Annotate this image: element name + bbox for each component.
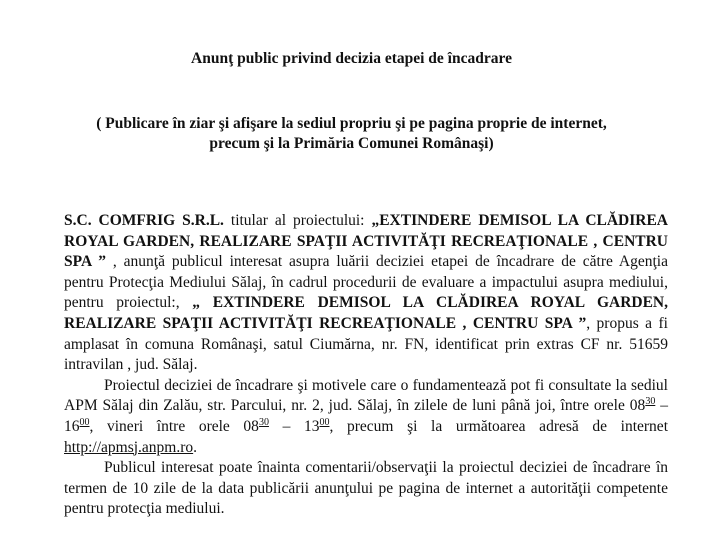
time-superscript: 30 <box>258 416 269 428</box>
paragraph-text: , precum şi la următoarea adresă de internet <box>329 417 668 435</box>
project-name: „ EXTINDERE DEMISOL LA CLĂDIREA ROYAL GARDEN, REALIZARE SPAŢII ACTIVITĂŢI RECREAŢIONALE , CENTRU SPA ” <box>64 294 668 332</box>
announcement-body <box>64 211 668 520</box>
publication-note-line-1: ( Publicare în ziar şi afişare la sediul propriu şi pe pagina proprie de internet, <box>96 115 607 132</box>
paragraph-text: , propus a fi amplasat în comuna Românaşi, satul Ciumărna, nr. FN, identificat prin extras CF nr. 51659 intravilan , jud. Sălaj. <box>64 314 668 374</box>
page-title: Anunţ public privind decizia etapei de încadrare <box>191 50 512 67</box>
paragraph-text: Proiectul deciziei de încadrare şi motivele care o fundamentează pot fi consultate la sediul APM Sălaj din Zalău, str. Parcului, nr. 2, jud. Sălaj, în zilele de luni până joi, între orele 08 <box>64 376 668 415</box>
publication-note-line-2: precum şi la Primăria Comunei Românaşi) <box>209 135 494 152</box>
company-name: S.C. COMFRIG S.R.L. <box>64 212 224 229</box>
time-superscript: 00 <box>79 416 90 428</box>
time-superscript: 00 <box>319 416 330 428</box>
paragraph-project-announcement <box>64 211 668 376</box>
paragraph-public-comments: Publicul interesat poate înainta comentarii/observaţii la proiectul deciziei de încadrare în termen de 10 zile de la data publicării anunţului pe pagina de internet a autorităţii competente pentru protecţia mediului. <box>64 459 668 518</box>
paragraph-text: , anunţă publicul interesat asupra luării deciziei etapei de încadrare de către Agenţia pentru Protecţia Mediului Sălaj, în cadrul procedurii de evaluare a impactului asupra mediului, pentru proiectul:, <box>64 253 668 312</box>
time-superscript: 30 <box>645 396 656 408</box>
paragraph-text: titular al proiectului: <box>223 212 372 229</box>
project-name: „EXTINDERE DEMISOL LA CLĂDIREA ROYAL GARDEN, REALIZARE SPAŢII ACTIVITĂŢI RECREAŢIONALE , CENTRU SPA ” <box>64 212 668 271</box>
paragraph-text: – 13 <box>268 417 320 435</box>
apm-website-link[interactable]: http://apmsj.anpm.ro <box>64 438 194 456</box>
paragraph-text: – 16 <box>64 397 668 435</box>
paragraph-text: . <box>193 438 198 456</box>
paragraph-text: , vineri între orele 08 <box>89 417 259 435</box>
paragraph-consultation <box>64 376 668 458</box>
publication-note <box>40 114 663 154</box>
